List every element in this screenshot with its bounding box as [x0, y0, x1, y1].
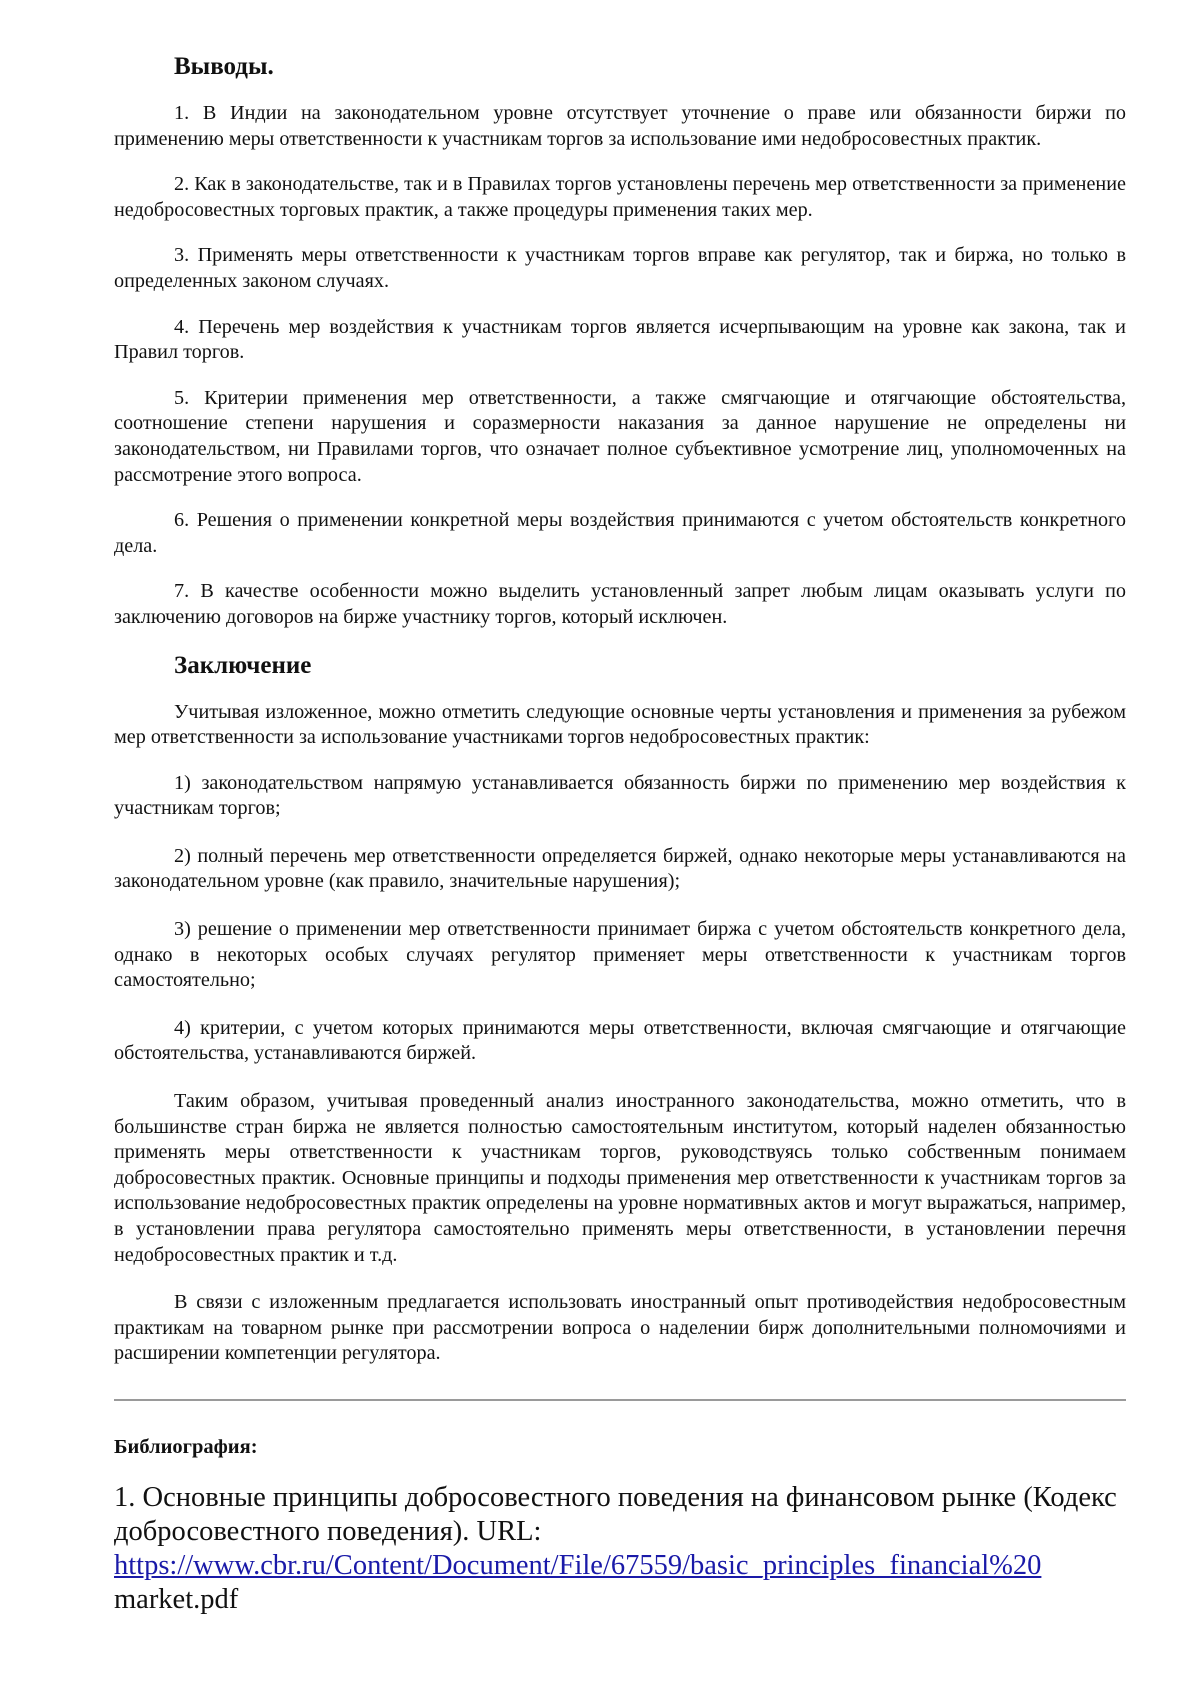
summary-proposal: В связи с изложенным предлагается использовать иностранный опыт противодействия недобросовестным практикам на товарном рынке при рассмотрении вопроса о наделении бирж дополнительными полномочиями и расширении компетенции регулятора.	[114, 1290, 1126, 1367]
conclusion-item-7: 7. В качестве особенности можно выделить установленный запрет любым лицам оказывать услуги по заключению договоров на бирже участнику торгов, который исключен.	[114, 579, 1126, 630]
summary-point-2: 2) полный перечень мер ответственности определяется биржей, однако некоторые меры устанавливаются на законодательном уровне (как правило, значительные нарушения);	[114, 844, 1126, 895]
conclusion-item-1: 1. В Индии на законодательном уровне отсутствует уточнение о праве или обязанности биржи по применению меры ответственности к участникам торгов за использование ими недобросовестных практик.	[114, 101, 1126, 152]
summary-point-3: 3) решение о применении мер ответственности принимает биржа с учетом обстоятельств конкретного дела, однако в некоторых особых случаях регулятор применяет меры ответственности к участникам торгов самостоятельно;	[114, 917, 1126, 994]
bibliography-entry-tail: market.pdf	[114, 1584, 238, 1615]
conclusion-item-6: 6. Решения о применении конкретной меры воздействия принимаются с учетом обстоятельств конкретного дела.	[114, 508, 1126, 559]
document-page	[114, 52, 1126, 1617]
conclusion-item-4: 4. Перечень мер воздействия к участникам торгов является исчерпывающим на уровне как закона, так и Правил торгов.	[114, 315, 1126, 366]
bibliography-heading: Библиография:	[114, 1434, 1126, 1460]
summary-point-4: 4) критерии, с учетом которых принимаются меры ответственности, включая смягчающие и отягчающие обстоятельства, устанавливаются биржей.	[114, 1016, 1126, 1067]
summary-analysis: Таким образом, учитывая проведенный анализ иностранного законодательства, можно отметить, что в большинстве стран биржа не является полностью самостоятельным институтом, который наделен обязанностью применять меры ответственности к участникам торгов, руководствуясь только собственным понимаем добросовестных практик. Основные принципы и подходы применения мер ответственности к участникам торгов за использование недобросовестных практик определены на уровне нормативных актов и могут выражаться, например, в установлении права регулятора самостоятельно применять меры ответственности, в установлении перечня недобросовестных практик и т.д.	[114, 1089, 1126, 1268]
summary-point-1: 1) законодательством напрямую устанавливается обязанность биржи по применению мер воздействия к участникам торгов;	[114, 771, 1126, 822]
section-divider	[114, 1399, 1126, 1401]
bibliography-entry-1	[114, 1481, 1126, 1617]
conclusion-item-2: 2. Как в законодательстве, так и в Правилах торгов установлены перечень мер ответственности за применение недобросовестных торговых практик, а также процедуры применения таких мер.	[114, 172, 1126, 223]
bibliography-entry-link[interactable]: https://www.cbr.ru/Content/Document/File/67559/basic_principles_financial%20	[114, 1550, 1041, 1581]
conclusion-item-5: 5. Критерии применения мер ответственности, а также смягчающие и отягчающие обстоятельства, соотношение степени нарушения и соразмерности наказания за данное нарушение не определены ни законодательством, ни Правилами торгов, что означает полное субъективное усмотрение лиц, уполномоченных на рассмотрение этого вопроса.	[114, 386, 1126, 488]
conclusion-item-3: 3. Применять меры ответственности к участникам торгов вправе как регулятор, так и биржа, но только в определенных законом случаях.	[114, 243, 1126, 294]
summary-intro: Учитывая изложенное, можно отметить следующие основные черты установления и применения за рубежом мер ответственности за использование участниками торгов недобросовестных практик:	[114, 700, 1126, 751]
bibliography-entry-text: 1. Основные принципы добросовестного поведения на финансовом рынке (Кодекс добросовестного поведения). URL:	[114, 1482, 1117, 1547]
conclusions-heading: Выводы.	[174, 52, 1126, 82]
summary-heading: Заключение	[174, 651, 1126, 681]
